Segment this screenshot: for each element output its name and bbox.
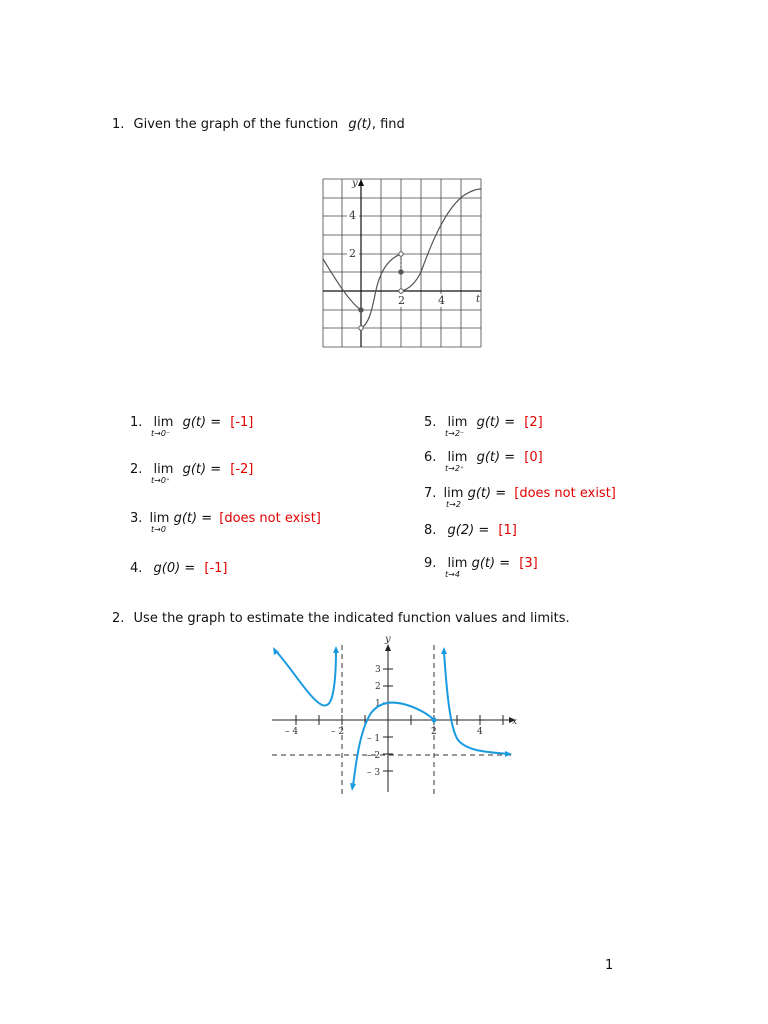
q1-axes: [323, 179, 481, 347]
lim-subscript: t→2: [446, 500, 461, 509]
item-number: 3.: [130, 511, 143, 526]
q1-prompt: Given the graph of the function: [133, 117, 339, 132]
q1-item-7: [424, 486, 616, 509]
item-expression: g(t) =: [182, 415, 222, 430]
lim-label: lim: [443, 486, 464, 501]
q2-axis-y-label: y: [385, 634, 391, 645]
lim-label: lim: [153, 415, 174, 430]
item-answer: [2]: [524, 415, 543, 430]
item-number: 7.: [424, 486, 437, 501]
item-expression: g(2) =: [447, 523, 490, 538]
q2-point: [432, 718, 437, 723]
q2-tick-x-2: 2: [431, 727, 437, 737]
item-answer: [1]: [498, 523, 517, 538]
q1-graph: [318, 176, 486, 352]
q1-tick-y-4: 4: [349, 209, 356, 222]
q2-prompt: Use the graph to estimate the indicated function values and limits.: [133, 611, 570, 626]
item-answer: [does not exist]: [219, 511, 321, 526]
q1-tick-y-2: 2: [349, 247, 356, 260]
q2-tick-x-neg2: – 2: [331, 727, 345, 737]
lim-subscript: t→0⁻: [151, 429, 171, 438]
q2-tick-y-neg1: – 1: [367, 734, 381, 744]
q2-tick-y-neg3: – 3: [367, 768, 381, 778]
q1-item-9: [424, 556, 538, 579]
lim-label: lim: [447, 415, 468, 430]
q1-axis-x-label: t: [476, 294, 481, 305]
lim-label: lim: [447, 556, 468, 571]
item-expression: g(t) =: [476, 415, 516, 430]
item-number: 5.: [424, 415, 437, 430]
q1-curve: [323, 189, 481, 328]
item-expression: g(t) =: [182, 462, 222, 477]
q1-item-8: [424, 523, 517, 538]
q2-graph: [265, 630, 525, 800]
q1-item-2: [130, 462, 254, 485]
item-expression: g(t) =: [173, 511, 213, 526]
q1-item-1: [130, 415, 254, 438]
q1-axis-y-label: y: [352, 178, 358, 189]
item-answer: [-1]: [230, 415, 254, 430]
q2-axes: [272, 644, 516, 792]
q2-tick-x-4: 4: [477, 727, 483, 737]
q2-axis-x-label: x: [512, 717, 518, 727]
item-expression: g(0) =: [153, 561, 196, 576]
q1-item-5: [424, 415, 543, 438]
item-answer: [-1]: [204, 561, 228, 576]
lim-subscript: t→2⁺: [445, 464, 465, 473]
lim-label: lim: [447, 450, 468, 465]
q2-tick-x-neg4: – 4: [285, 727, 299, 737]
q1-item-3: [130, 511, 321, 534]
item-number: 8.: [424, 523, 437, 538]
lim-subscript: t→4: [445, 570, 460, 579]
q2-tick-y-2: 2: [375, 682, 381, 692]
q2-curve: [276, 650, 508, 786]
item-expression: g(t) =: [476, 450, 516, 465]
lim-subscript: t→2⁻: [445, 429, 465, 438]
q1-number: 1.: [112, 117, 125, 132]
lim-label: lim: [149, 511, 170, 526]
q2-arrows: [273, 646, 512, 791]
item-number: 6.: [424, 450, 437, 465]
lim-subscript: t→0⁺: [151, 476, 171, 485]
lim-label: lim: [153, 462, 174, 477]
q2-tick-y-neg2: – 2: [367, 751, 381, 761]
q1-item-6: [424, 450, 543, 473]
q1-grid: [323, 179, 481, 347]
q1-tick-x-4: 4: [438, 294, 445, 307]
item-expression: g(t) =: [467, 486, 507, 501]
q1-item-4: [130, 561, 228, 576]
q1-tick-x-2: 2: [398, 294, 405, 307]
item-expression: g(t) =: [471, 556, 511, 571]
item-number: 1.: [130, 415, 143, 430]
item-number: 9.: [424, 556, 437, 571]
q2-number: 2.: [112, 611, 125, 626]
item-answer: [does not exist]: [514, 486, 616, 501]
lim-subscript: t→0: [151, 525, 166, 534]
item-number: 4.: [130, 561, 143, 576]
page-number: 1: [605, 958, 614, 973]
q2-tick-y-3: 3: [375, 665, 381, 675]
q2-header: [112, 611, 570, 626]
q1-function: g(t): [348, 117, 372, 132]
item-number: 2.: [130, 462, 143, 477]
q1-header: [112, 117, 405, 132]
q2-tick-y-1: 1: [375, 699, 381, 709]
item-answer: [-2]: [230, 462, 254, 477]
item-answer: [3]: [519, 556, 538, 571]
q1-prompt-tail: , find: [371, 117, 405, 132]
item-answer: [0]: [524, 450, 543, 465]
